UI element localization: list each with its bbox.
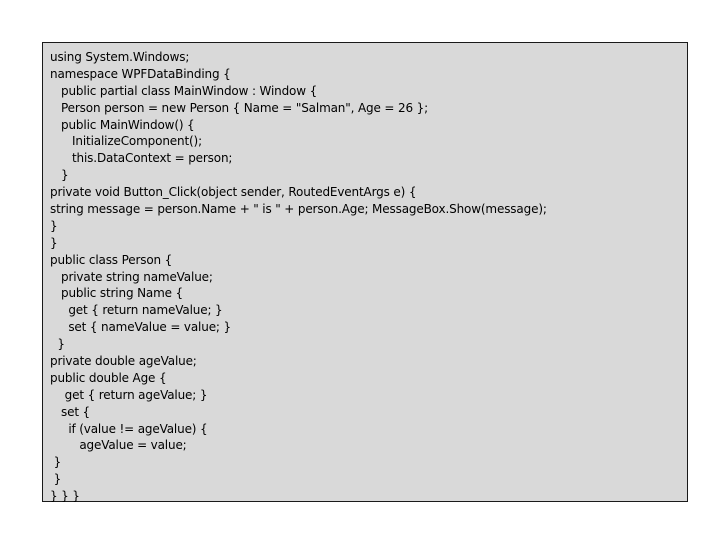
code-line: namespace WPFDataBinding {	[50, 66, 231, 81]
code-line: }	[50, 235, 58, 250]
code-line: Person person = new Person { Name = "Salman", Age = 26 };	[50, 100, 428, 115]
code-line: public partial class MainWindow : Window {	[50, 83, 318, 98]
code-line: get { return ageValue; }	[50, 387, 208, 402]
code-line: set {	[50, 404, 91, 419]
code-line: }	[50, 337, 65, 352]
code-line: ageValue = value;	[50, 438, 187, 453]
code-line: InitializeComponent();	[50, 134, 202, 149]
code-line: string message = person.Name + " is " + person.Age; MessageBox.Show(message);	[50, 202, 547, 217]
code-line: private string nameValue;	[50, 269, 213, 284]
code-line: get { return nameValue; }	[50, 303, 223, 318]
code-line: public double Age {	[50, 370, 167, 385]
code-line: }	[50, 472, 62, 487]
code-line: }	[50, 218, 58, 233]
code-line: set { nameValue = value; }	[50, 320, 231, 335]
code-line: }	[50, 455, 62, 470]
code-line: public class Person {	[50, 252, 173, 267]
code-line: public MainWindow() {	[50, 117, 195, 132]
code-line: this.DataContext = person;	[50, 151, 233, 166]
code-line: using System.Windows;	[50, 50, 190, 64]
code-line: private void Button_Click(object sender, RoutedEventArgs e) {	[50, 185, 417, 200]
code-line: private double ageValue;	[50, 354, 197, 369]
code-panel	[42, 42, 688, 502]
code-line: if (value != ageValue) {	[50, 421, 208, 436]
code-line: public string Name {	[50, 286, 184, 301]
code-line: }	[50, 168, 69, 183]
code-line: } } }	[50, 489, 80, 504]
